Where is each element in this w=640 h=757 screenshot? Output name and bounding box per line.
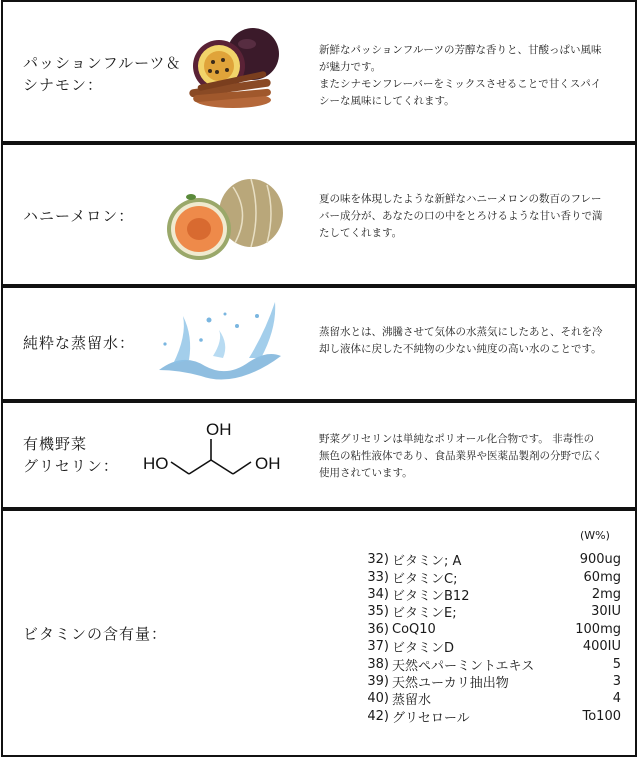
vitamin-item (355, 551, 621, 568)
glycerin-molecule-diagram (141, 417, 291, 487)
ingredient-description: 野菜グリセリンは単純なポリオール化合物です。 非毒性の 無色の粘性液体であり、食品業界や医薬品製剤の分野で広く 使用されています。 (319, 433, 603, 479)
vitamin-value: 100mg (575, 621, 621, 637)
ingredient-row-water (1, 286, 637, 401)
vitamin-value: To100 (582, 708, 621, 724)
vitamin-item (355, 690, 621, 707)
vitamin-name: ビタミンB12 (392, 588, 470, 604)
ingredient-label: パッションフルーツ＆ シナモン： (23, 54, 182, 94)
vitamin-name: ビタミン; A (392, 554, 462, 570)
vitamin-number: 36) (367, 621, 389, 637)
vitamin-number: 34) (367, 586, 389, 602)
vitamin-label: ビタミンの含有量： (23, 625, 168, 643)
vitamin-value: 60mg (583, 569, 621, 585)
passionfruit-cinnamon-image (183, 24, 283, 114)
ingredient-row-glycerin (1, 401, 637, 509)
unit-label: (W%) (580, 529, 610, 542)
ho-left-label: HO (143, 454, 169, 473)
vitamin-value: 400IU (582, 639, 621, 655)
vitamin-name: 天然ユーカリ抽出物 (392, 675, 509, 691)
vitamin-value: 3 (612, 673, 621, 689)
ingredient-row-passionfruit (1, 0, 637, 143)
vitamin-name: 蒸留水 (392, 693, 432, 709)
vitamin-item (355, 708, 621, 725)
vitamin-number: 37) (367, 639, 389, 655)
melon-image (163, 173, 288, 265)
vitamin-item (355, 621, 621, 638)
vitamin-item (355, 586, 621, 603)
water-splash-image (153, 296, 288, 384)
vitamin-number: 32) (367, 552, 389, 568)
vitamin-name: ビタミンD (392, 641, 455, 657)
vitamin-name: グリセロール (392, 710, 470, 726)
vitamin-name: CoQ10 (392, 621, 436, 637)
vitamin-item (355, 655, 621, 672)
vitamin-number: 42) (367, 708, 389, 724)
vitamin-content-row (1, 509, 637, 757)
vitamin-table (355, 551, 621, 725)
vitamin-name: ビタミンE; (392, 606, 457, 622)
vitamin-value: 30IU (591, 604, 621, 620)
vitamin-item (355, 568, 621, 585)
vitamin-number: 38) (367, 656, 389, 672)
ingredient-label: 純粋な蒸留水： (23, 334, 136, 352)
vitamin-value: 4 (612, 691, 621, 707)
ingredient-description: 夏の味を体現したような新鮮なハニーメロンの数百のフレー バー成分が、あなたの口の中をとろけるような甘い香りで満 たしてくれます。 (319, 193, 603, 239)
vitamin-item (355, 673, 621, 690)
vitamin-value: 2mg (591, 586, 621, 602)
vitamin-value: 900ug (579, 552, 621, 568)
vitamin-number: 33) (367, 569, 389, 585)
vitamin-number: 35) (367, 604, 389, 620)
ingredient-description: 蒸留水とは、沸騰させて気体の水蒸気にしたあと、それを冷 却し液体に戻した不純物の少ない純度の高い水のことです。 (319, 326, 603, 355)
vitamin-name: 天然ペパーミントエキス (392, 658, 535, 674)
vitamin-name: ビタミンC; (392, 571, 458, 587)
vitamin-number: 40) (367, 691, 389, 707)
vitamin-number: 39) (367, 673, 389, 689)
vitamin-item (355, 638, 621, 655)
ingredient-description: 新鮮なパッションフルーツの芳醇な香りと、甘酸っぱい風味 が魅力です。 またシナモンフレーバーをミックスさせることで甘くスパイ シーな風味にしてくれます。 (319, 44, 602, 107)
oh-top-label: OH (206, 420, 232, 439)
ingredient-label: ハニーメロン： (23, 207, 135, 225)
oh-right-label: OH (255, 454, 281, 473)
vitamin-item (355, 603, 621, 620)
vitamin-value: 5 (612, 656, 621, 672)
ingredient-label: 有機野菜 グリセリン： (23, 435, 119, 475)
ingredient-row-melon (1, 143, 637, 286)
